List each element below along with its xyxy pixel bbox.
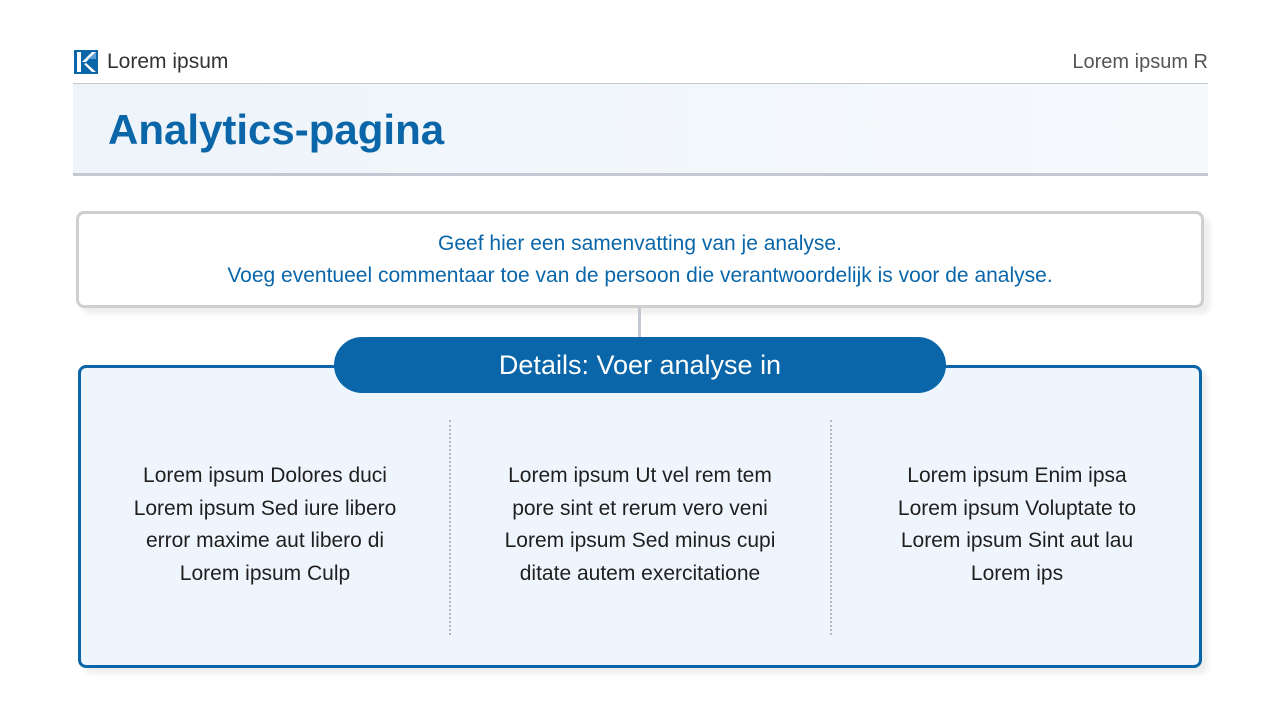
title-divider xyxy=(73,173,1208,176)
column-divider-2 xyxy=(830,420,832,635)
column-text-line: pore sint et rerum vero veni xyxy=(512,496,768,520)
brand-name: Lorem ipsum xyxy=(107,50,229,73)
details-column-3 xyxy=(852,460,1182,590)
header-right-text: Lorem ipsum R xyxy=(1072,51,1208,73)
column-text-line: Lorem ipsum Ut vel rem tem xyxy=(508,464,772,487)
page-title: Analytics-pagina xyxy=(108,106,445,153)
summary-box xyxy=(76,211,1204,308)
column-text-line: Lorem ipsum Sed minus cupi xyxy=(504,529,776,552)
column-text-line: Lorem ipsum Enim ipsa xyxy=(907,464,1127,487)
connector-line xyxy=(638,308,641,339)
column-text-line: Lorem ipsum Culp xyxy=(179,561,351,585)
k-logo-icon xyxy=(74,50,98,74)
column-text-line: Lorem ipsum Dolores duci xyxy=(143,464,387,487)
column-text-line: Lorem ipsum Sint aut lau xyxy=(900,529,1134,552)
details-label: Details: Voer analyse in xyxy=(334,337,946,393)
details-column-2 xyxy=(475,460,805,590)
summary-line-1: Geef hier een samenvatting van je analyse. xyxy=(438,231,842,255)
column-text-line: ditate autem exercitatione xyxy=(519,561,761,585)
column-text-line: error maxime aut libero di xyxy=(145,529,385,552)
slide-header xyxy=(74,48,1208,80)
column-text-line: Lorem ipsum Sed iure libero xyxy=(133,496,397,520)
column-divider-1 xyxy=(449,420,451,635)
column-text-line: Lorem ipsum Voluptate to xyxy=(897,496,1137,520)
column-text-line: Lorem ips xyxy=(970,561,1064,585)
summary-line-2: Voeg eventueel commentaar toe van de persoon die verantwoordelijk is voor de analyse. xyxy=(227,263,1053,287)
details-column-1 xyxy=(100,460,430,590)
title-band xyxy=(73,84,1208,174)
